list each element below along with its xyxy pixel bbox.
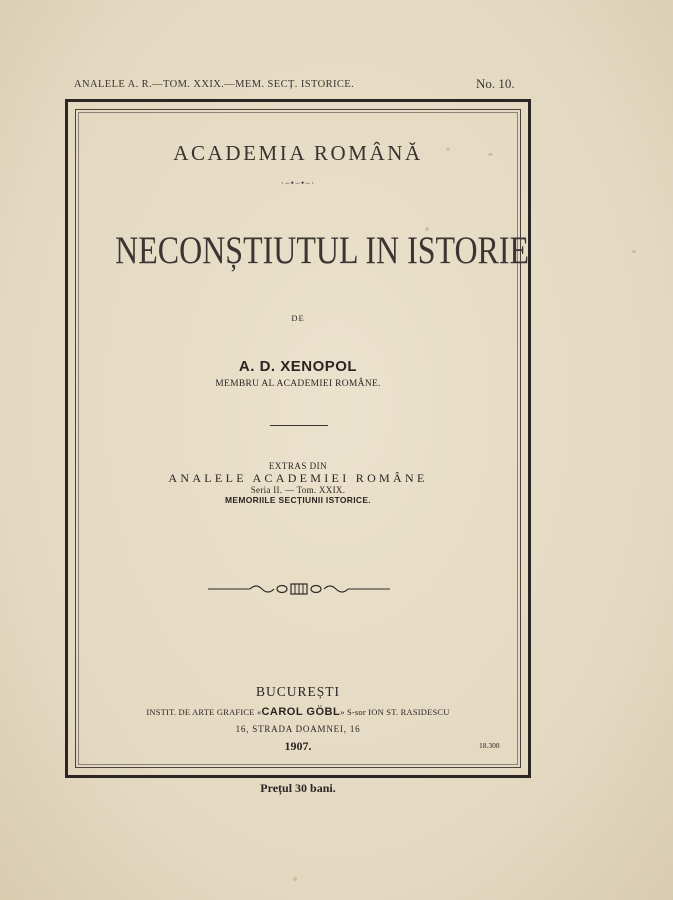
- divider-rule: [270, 425, 328, 426]
- book-title: NECONȘTIUTUL IN ISTORIE: [115, 229, 530, 272]
- publication-year: 1907.: [284, 739, 312, 753]
- section-name: MEMORIILE SECȚIUNII ISTORICE.: [225, 495, 371, 505]
- journal-name: ANALELE ACADEMIEI ROMÂNE: [168, 471, 428, 485]
- series-volume: Seria II. — Tom. XXIX.: [250, 485, 346, 495]
- publisher-address: 16, STRADA DOAMNEI, 16: [235, 724, 361, 734]
- cover-frame-inner-line: [78, 112, 530, 765]
- author-role: MEMBRU AL ACADEMIEI ROMÂNE.: [215, 379, 381, 389]
- print-code: 18.308: [479, 741, 500, 750]
- publisher-name: CAROL GÖBL: [261, 706, 341, 718]
- price-label: Prețul 30 bani.: [260, 781, 336, 795]
- by-label: DE: [291, 313, 305, 323]
- series-header: ANALELE A. R.—TOM. XXIX.—MEM. SECȚ. ISTORICE.: [74, 79, 355, 90]
- foxing-spot: [293, 877, 297, 881]
- institution-name: ACADEMIA ROMÂNĂ: [173, 141, 423, 165]
- foxing-spot: [632, 250, 636, 253]
- publisher-prefix: INSTIT. DE ARTE GRAFICE «: [146, 707, 262, 717]
- decorative-ornament: [208, 582, 390, 596]
- publisher-line: [75, 706, 521, 718]
- imprint-city: BUCUREȘTI: [255, 684, 340, 699]
- extract-intro: EXTRAS DIN: [268, 461, 328, 471]
- small-ornament: ·−•−•−·: [280, 178, 316, 188]
- publisher-suffix: » S-sor ION ST. RASIDESCU: [340, 707, 450, 717]
- author-name: A. D. XENOPOL: [238, 358, 358, 375]
- issue-number: No. 10.: [476, 76, 515, 91]
